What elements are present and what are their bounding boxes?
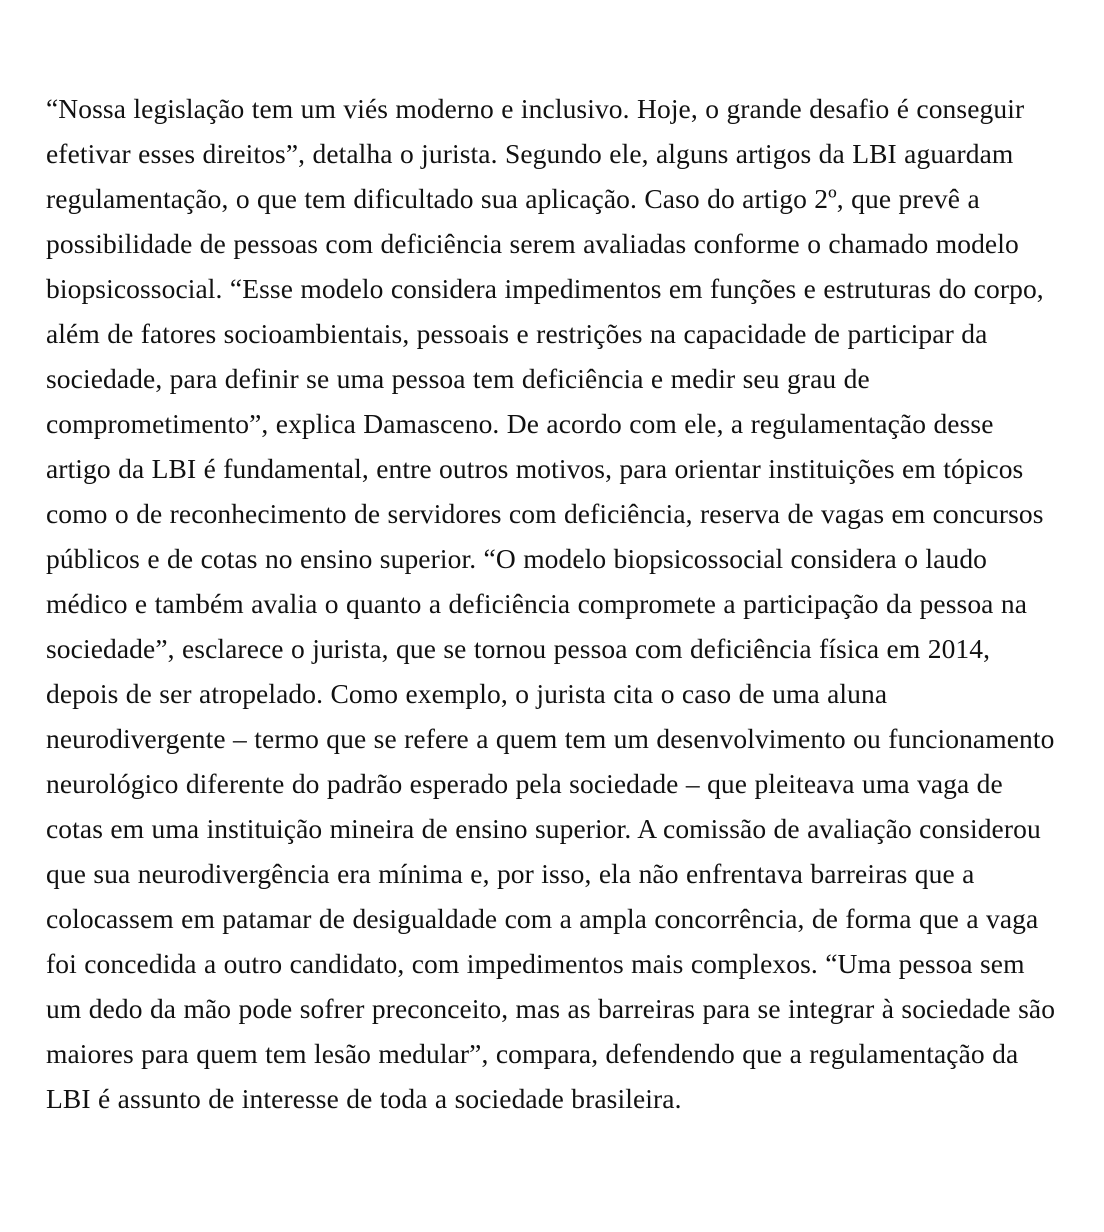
article-paragraph: “Nossa legislação tem um viés moderno e inclusivo. Hoje, o grande desafio é conseguir efetivar esses direitos”, detalha o jurista. Segundo ele, alguns artigos da LBI aguardam regulamentação, o que tem dificultado sua aplicação. Caso do artigo 2º, que prevê a possibilidade de pessoas com deficiência serem avaliadas conforme o chamado modelo biopsicossocial. “Esse modelo considera impedimentos em funções e estruturas do corpo, além de fatores socioambientais, pessoais e restrições na capacidade de participar da sociedade, para definir se uma pessoa tem deficiência e medir seu grau de comprometimento”, explica Damasceno. De acordo com ele, a regulamentação desse artigo da LBI é fundamental, entre outros motivos, para orientar instituições em tópicos como o de reconhecimento de servidores com deficiência, reserva de vagas em concursos públicos e de cotas no ensino superior. “O modelo biopsicossocial considera o laudo médico e também avalia o quanto a deficiência compromete a participação da pessoa na sociedade”, esclarece o jurista, que se tornou pessoa com deficiência física em 2014, depois de ser atropelado. Como exemplo, o jurista cita o caso de uma aluna neurodivergente – termo que se refere a quem tem um desenvolvimento ou funcionamento neurológico diferente do padrão esperado pela sociedade – que pleiteava uma vaga de cotas em uma instituição mineira de ensino superior. A comissão de avaliação considerou que sua neurodivergência era mínima e, por isso, ela não enfrentava barreiras que a colocassem em patamar de desigualdade com a ampla concorrência, de forma que a vaga foi concedida a outro candidato, com impedimentos mais complexos. “Uma pessoa sem um dedo da mão pode sofrer preconceito, mas as barreiras para se integrar à sociedade são maiores para quem tem lesão medular”, compara, defendendo que a regulamentação da LBI é assunto de interesse de toda a sociedade brasileira.	[46, 93, 1056, 1114]
article-body-text	[46, 86, 1058, 1121]
